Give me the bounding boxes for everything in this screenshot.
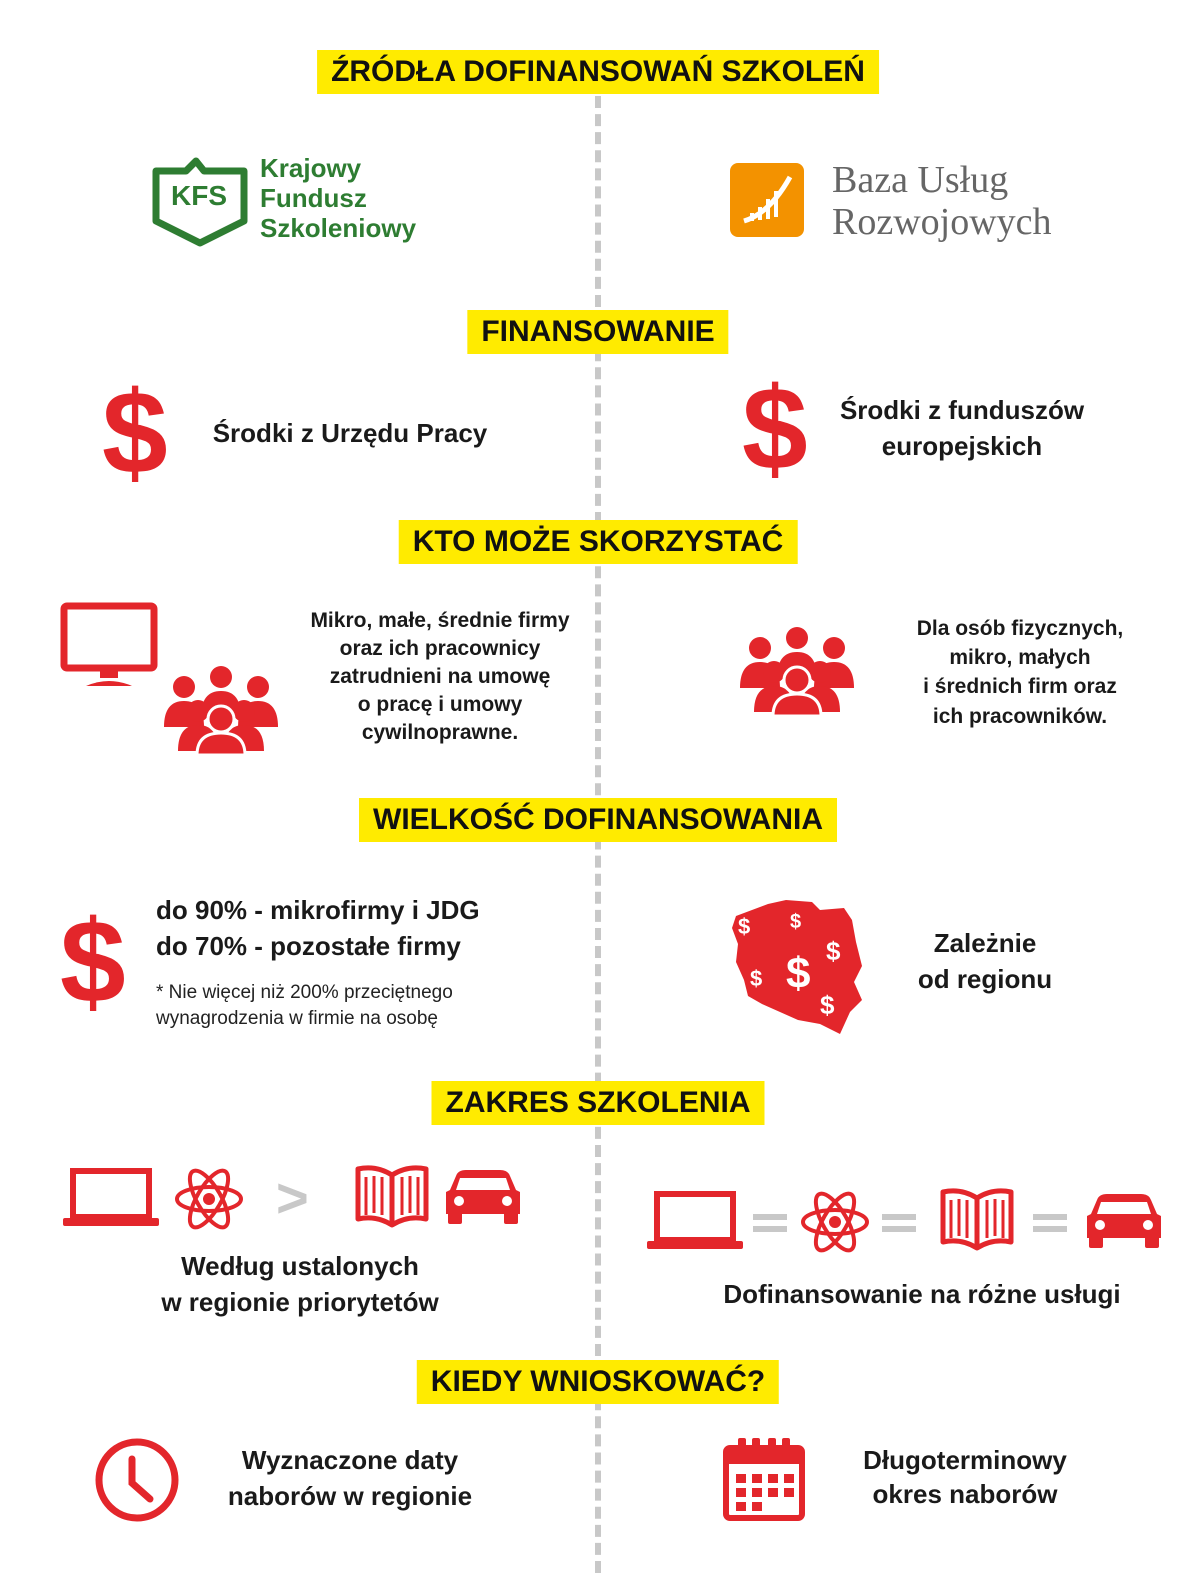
heading-finansowanie: FINANSOWANIE	[467, 310, 728, 354]
kfs-badge-text: KFS	[171, 180, 227, 211]
kto-left-line-4: o pracę i umowy	[357, 693, 523, 716]
svg-text:$: $	[790, 911, 802, 933]
calendar-icon	[722, 1436, 806, 1522]
dollar-icon: $	[742, 363, 808, 495]
greater-than-icon: >	[276, 1166, 309, 1229]
zakres-right-text: Dofinansowanie na różne usługi	[723, 1279, 1121, 1309]
equals-icon	[753, 1212, 787, 1234]
kto-left-line-1: Mikro, małe, średnie firmy	[310, 609, 570, 632]
wielkosc-right-line-1: Zależnie	[933, 928, 1037, 958]
page-title: ŹRÓDŁA DOFINANSOWAŃ SZKOLEŃ	[317, 50, 879, 94]
wielkosc-note-line-1: * Nie więcej niż 200% przeciętnego	[156, 982, 453, 1003]
wielkosc-right-line-2: od regionu	[917, 964, 1053, 994]
kto-left-line-3: zatrudnieni na umowę	[329, 665, 551, 688]
heading-kto-moze-skorzystac: KTO MOŻE SKORZYSTAĆ	[399, 520, 798, 564]
kfs-name-line-3: Szkoleniowy	[260, 213, 417, 243]
atom-icon	[800, 1187, 870, 1257]
car-icon	[442, 1168, 524, 1226]
svg-text:$: $	[786, 949, 811, 998]
kto-right-line-4: ich pracowników.	[932, 705, 1108, 728]
dollar-icon: $	[102, 367, 168, 499]
finansowanie-right-line-2: europejskich	[881, 431, 1043, 461]
zakres-left-line-1: Według ustalonych	[181, 1251, 419, 1281]
car-icon	[1083, 1192, 1165, 1250]
zakres-left-line-2: w regionie priorytetów	[161, 1287, 439, 1317]
kiedy-right-line-1: Długoterminowy	[863, 1445, 1067, 1475]
kfs-name-line-2: Fundusz	[260, 183, 367, 213]
kiedy-right-line-2: okres naborów	[872, 1479, 1058, 1509]
monitor-icon	[60, 602, 158, 688]
heading-kiedy-wnioskowac: KIEDY WNIOSKOWAĆ?	[417, 1360, 779, 1404]
people-group-icon	[162, 665, 280, 755]
bur-logo-icon	[730, 163, 804, 237]
heading-zakres-szkolenia: ZAKRES SZKOLENIA	[431, 1081, 764, 1125]
laptop-icon	[63, 1168, 159, 1228]
open-book-icon	[937, 1186, 1017, 1254]
poland-map-icon	[728, 896, 866, 1036]
wielkosc-note-line-2: wynagrodzenia w firmie na osobę	[156, 1008, 438, 1029]
kfs-name-line-1: Krajowy	[260, 153, 362, 183]
clock-icon	[94, 1437, 180, 1523]
svg-text:$: $	[826, 936, 841, 966]
people-group-icon	[738, 626, 856, 716]
kiedy-left-line-2: naborów w regionie	[227, 1481, 473, 1511]
open-book-icon	[352, 1163, 432, 1231]
svg-text:$: $	[750, 966, 763, 991]
equals-icon	[882, 1212, 916, 1234]
heading-wielkosc-dofinansowania: WIELKOŚĆ DOFINANSOWANIA	[359, 798, 837, 842]
dollar-icon: $	[60, 896, 126, 1028]
svg-text:$: $	[820, 990, 835, 1020]
wielkosc-left-line-2: do 70% - pozostałe firmy	[156, 931, 461, 961]
finansowanie-left-text: Środki z Urzędu Pracy	[212, 418, 488, 448]
atom-icon	[174, 1164, 244, 1234]
bur-name-line-1: Baza Usług	[832, 159, 1009, 201]
kto-right-line-3: i średnich firm oraz	[923, 675, 1117, 698]
svg-text:$: $	[738, 914, 751, 939]
laptop-icon	[647, 1191, 743, 1251]
kto-right-line-2: mikro, małych	[949, 646, 1091, 669]
finansowanie-right-line-1: Środki z funduszów	[839, 395, 1085, 425]
kto-left-line-5: cywilnoprawne.	[361, 721, 519, 744]
equals-icon	[1033, 1212, 1067, 1234]
bur-name-line-2: Rozwojowych	[832, 201, 1052, 243]
wielkosc-left-line-1: do 90% - mikrofirmy i JDG	[156, 895, 480, 925]
kto-left-line-2: oraz ich pracownicy	[339, 637, 541, 660]
kiedy-left-line-1: Wyznaczone daty	[241, 1445, 459, 1475]
kto-right-line-1: Dla osób fizycznych,	[916, 617, 1124, 640]
